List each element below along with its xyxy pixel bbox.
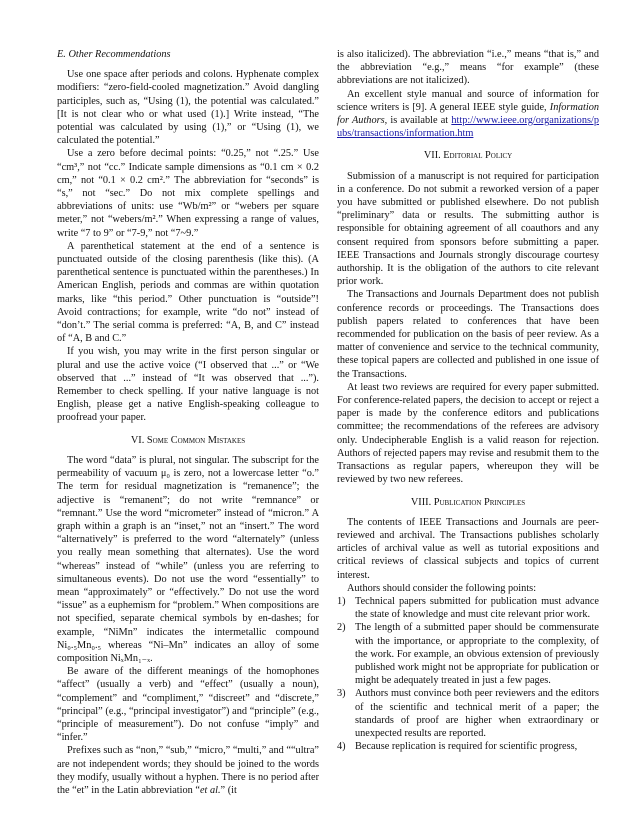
list-number: 1) [337,595,346,607]
paragraph: is also italicized). The abbreviation “i.e.,” means “that is,” and the abbreviation “e.g.,” means “for example” (these abbreviations are not italicized). [337,49,599,87]
section-heading-other-recommendations: E. Other Recommendations [57,49,171,60]
list-item [337,595,599,621]
list-item-text: Technical papers submitted for publication must advance the state of knowledge and must cite relevant prior work. [355,595,599,621]
list-item-text: The length of a submitted paper should be commensurate with the importance, or appropriate to the complexity, of the work. For example, an obvious extension of previously published work might not be appropriate for publication or might be adequately treated in just a few pages. [355,622,599,687]
paragraph: Submission of a manuscript is not required for participation in a conference. Do not submit a reworked version of a paper you have submitted or published elsewhere. Do not publish “preliminary” data or results. The submitting author is responsible for obtaining agreement of all coauthors and any consent required from sponsors before submitting a paper. IEEE Transactions and Journals strongly discourage courtesy authorship. It is the obligation of the authors to cite relevant prior work. [337,170,599,288]
paragraph: The word “data” is plural, not singular. The subscript for the permeability of vacuum μ₀ is zero, not a lowercase letter “o.” The term for residual magnetization is “remanence”; the adjective is “remanent”; do not write “remnance” or “remnant.” Use the word “micrometer” instead of “micron.” A graph within a graph is an “inset,” not an “insert.” The word “alternatively” is preferred to the word “alternately” (unless you really mean something that alternates). Use the word “whereas” instead of “while” (unless you are referring to simultaneous events). Do not use the word “essentially” to mean “approximately” or “effectively.” Do not use the word “issue” as a euphemism for “problem.” When compositions are not specified, separate chemical symbols by en-dashes; for example, “NiMn” indicates the intermetallic compound Ni₀.₅Mn₀.₅ whereas “Ni–Mn” indicates an alloy of some composition NiₓMn₁₋ₓ. [57,454,319,664]
paragraph: If you wish, you may write in the first person singular or plural and use the active voice (“I observed that ...” or “We observed that ...” instead of “It was observed that ...”). Remember to check spelling. If your native language is not English, please get a native English-speaking colleague to proofread your paper. [57,346,319,424]
paragraph [337,88,599,141]
list-number: 4) [337,741,346,753]
paragraph: Use a zero before decimal points: “0.25,” not “.25.” Use “cm³,” not “cc.” Indicate sample dimensions as “0.1 cm × 0.2 cm,” not “0.1 × 0.2 cm².” The abbreviation for “seconds” is “s,” not “sec.” Do not mix complete spellings and abbreviations of units: use “Wb/m²” or “webers per square meter,” not “webers/m².” When expressing a range of values, write “7 to 9” or “7-9,” not “7~9.” [57,148,319,239]
paragraph: At least two reviews are required for every paper submitted. For conference-related papers, the decision to accept or reject a paper is made by the conference editors and publications committee; the recommendations of the referees are advisory only. Undecipherable English is a valid reason for rejection. Authors of rejected papers may revise and resubmit them to the Transactions as regular papers, whereupon they will be reviewed by two new referees. [337,381,599,486]
paragraph: Authors should consider the following points: [347,582,537,594]
section-heading-common-mistakes: VI. Some Common Mistakes [130,434,246,446]
paragraph: A parenthetical statement at the end of a sentence is punctuated outside of the closing parenthesis (like this). (A parenthetical sentence is punctuated within the parentheses.) In American English, periods and commas are within quotation marks, like “this period.” Other punctuation is “outside”! Avoid contractions; for example, write “do not” instead of “don’t.” The serial comma is preferred: “A, B, and C” instead of “A, B and C.” [57,240,319,345]
paragraph-text: Prefixes such as “non,” “sub,” “micro,” “multi,” and ““ultra” are not independent words; they should be joined to the words they modify, usually without a hyphen. There is no period after the “et” in the Latin abbreviation “ [57,745,319,796]
list-item [337,740,599,753]
paragraph [57,744,319,797]
paragraph: Be aware of the different meanings of the homophones “affect” (usually a verb) and “effect” (usually a noun), “complement” and “compliment,” “discreet” and “discrete,” “principal” (e.g., “principal investigator”) and “principle” (e.g., “principle of measurement”). Do not confuse “imply” and “infer.” [57,666,319,744]
section-heading-publication-principles: VIII. Publication Principles [410,496,526,508]
paragraph: The Transactions and Journals Department does not publish conference records or proceedings. The Transactions does publish papers related to conferences that have been recommended for publication on the basis of peer review. As a matter of convenience and service to the technical community, these topical papers are collected and published in one issue of the Transactions. [337,289,599,380]
list-item [337,621,599,687]
right-column [337,48,599,753]
paragraph: The contents of IEEE Transactions and Journals are peer-reviewed and archival. The Transactions publishes scholarly articles of archival value as well as tutorial expositions and critical reviews of classical subjects and topics of current interest. [337,516,599,581]
list-item [337,687,599,740]
list-item-text: Authors must convince both peer reviewers and the editors of the scientific and technical merit of a paper; the standards of proof are higher when extraordinary or unexpected results are reported. [355,688,599,739]
left-column [57,48,319,797]
italic-text: et al. [199,784,221,796]
ieee-style-guide-link[interactable]: http://www.ieee.org/organizations/pubs/transactions/information.htm [337,115,599,140]
list-item-text: Because replication is required for scientific progress, [355,741,578,753]
list-number: 2) [337,622,346,634]
italic-text: Information for Authors, [337,101,599,127]
list-number: 3) [337,688,346,700]
paragraph: Use one space after periods and colons. Hyphenate complex modifiers: “zero-field-cooled magnetization.” Avoid dangling participles, such as, “Using (1), the potential was calculated.” [It is not clear who or what used (1).] Write instead, “The potential was calculated by using (1),” or “Using (1), we calculated the potential.” [57,69,319,147]
points-list [337,595,599,753]
section-heading-editorial-policy: VII. Editorial Policy [423,150,513,162]
paragraph-text: An excellent style manual and source of information for science writers is [9]. A general IEEE style guide, [337,88,599,113]
paragraph-text: is available at [387,115,452,127]
paragraph-text: ” (it [220,784,237,796]
